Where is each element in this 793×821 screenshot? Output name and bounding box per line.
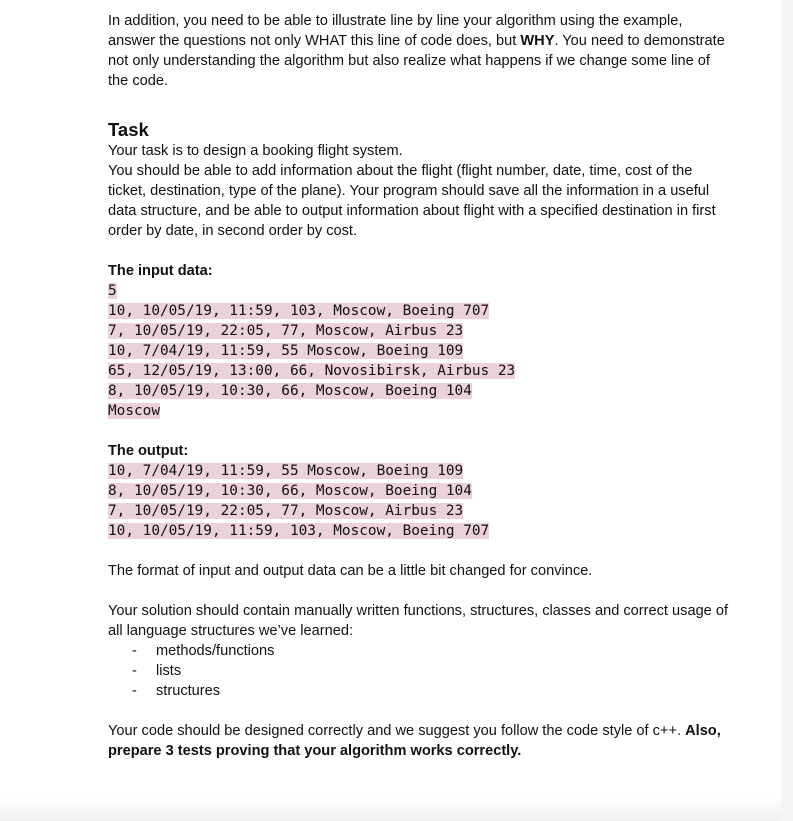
intro-paragraph [108, 11, 748, 91]
output-label: The output: [108, 443, 189, 459]
intro-line-2-end: . You need to demonstrate [554, 33, 725, 49]
task-desc-line-1: You should be able to add information about the flight (flight number, date, time, cost of the [108, 163, 693, 179]
intro-why-emphasis: WHY [520, 33, 555, 49]
vertical-scrollbar[interactable] [781, 0, 793, 821]
intro-line-1: In addition, you need to be able to illustrate line by line your algorithm using the example, [108, 13, 683, 29]
output-line: 10, 7/04/19, 11:59, 55 Moscow, Boeing 109 [108, 463, 464, 479]
bullet-dash-icon: - [132, 663, 137, 679]
solution-paragraph [108, 601, 748, 641]
input-line: 65, 12/05/19, 13:00, 66, Novosibirsk, Airbus 23 [108, 363, 516, 379]
task-desc-line-2: ticket, destination, type of the plane). Your program should save all the information in a useful [108, 183, 710, 199]
solution-line-1: Your solution should contain manually written functions, structures, classes and correct usage of [108, 603, 729, 619]
input-line: 10, 7/04/19, 11:59, 55 Moscow, Boeing 109 [108, 343, 464, 359]
input-line: 5 [108, 283, 117, 299]
intro-line-3: not only understanding the algorithm but also realize what happens if we change some line of [108, 53, 710, 69]
task-desc-line-4: order by date, in second order by cost. [108, 223, 358, 239]
output-line: 10, 10/05/19, 11:59, 103, Moscow, Boeing 707 [108, 523, 490, 539]
page-bottom-edge [0, 797, 781, 821]
task-desc-line-3: data structure, and be able to output information about flight with a specified destination in first [108, 203, 716, 219]
bullet-dash-icon: - [132, 643, 137, 659]
intro-line-2: answer the questions not only WHAT this line of code does, but [108, 33, 521, 49]
output-line: 8, 10/05/19, 10:30, 66, Moscow, Boeing 104 [108, 483, 472, 499]
input-line: 7, 10/05/19, 22:05, 77, Moscow, Airbus 23 [108, 323, 464, 339]
task-intro-line: Your task is to design a booking flight system. [108, 143, 403, 159]
input-line: 8, 10/05/19, 10:30, 66, Moscow, Boeing 104 [108, 383, 472, 399]
input-line: 10, 10/05/19, 11:59, 103, Moscow, Boeing 707 [108, 303, 490, 319]
list-item: - structures [132, 683, 221, 699]
list-item: - lists [132, 663, 182, 679]
input-data-label: The input data: [108, 263, 213, 279]
closing-line-1: Your code should be designed correctly and we suggest you follow the code style of c++. [108, 723, 686, 739]
output-data-block [108, 461, 748, 541]
bullet-dash-icon: - [132, 683, 137, 699]
task-description [108, 161, 748, 241]
solution-line-2: all language structures we’ve learned: [108, 623, 353, 639]
requirements-list [108, 641, 748, 701]
task-heading: Task [108, 119, 149, 140]
format-note: The format of input and output data can be a little bit changed for convince. [108, 563, 593, 579]
intro-line-4: the code. [108, 73, 169, 89]
input-line: Moscow [108, 403, 160, 419]
list-item: - methods/functions [132, 643, 275, 659]
document-content [108, 11, 748, 761]
closing-emphasis-1: Also, [685, 723, 721, 739]
output-line: 7, 10/05/19, 22:05, 77, Moscow, Airbus 23 [108, 503, 464, 519]
closing-paragraph [108, 721, 748, 761]
input-data-block [108, 281, 748, 421]
closing-emphasis-2: prepare 3 tests proving that your algorithm works correctly. [108, 743, 522, 759]
